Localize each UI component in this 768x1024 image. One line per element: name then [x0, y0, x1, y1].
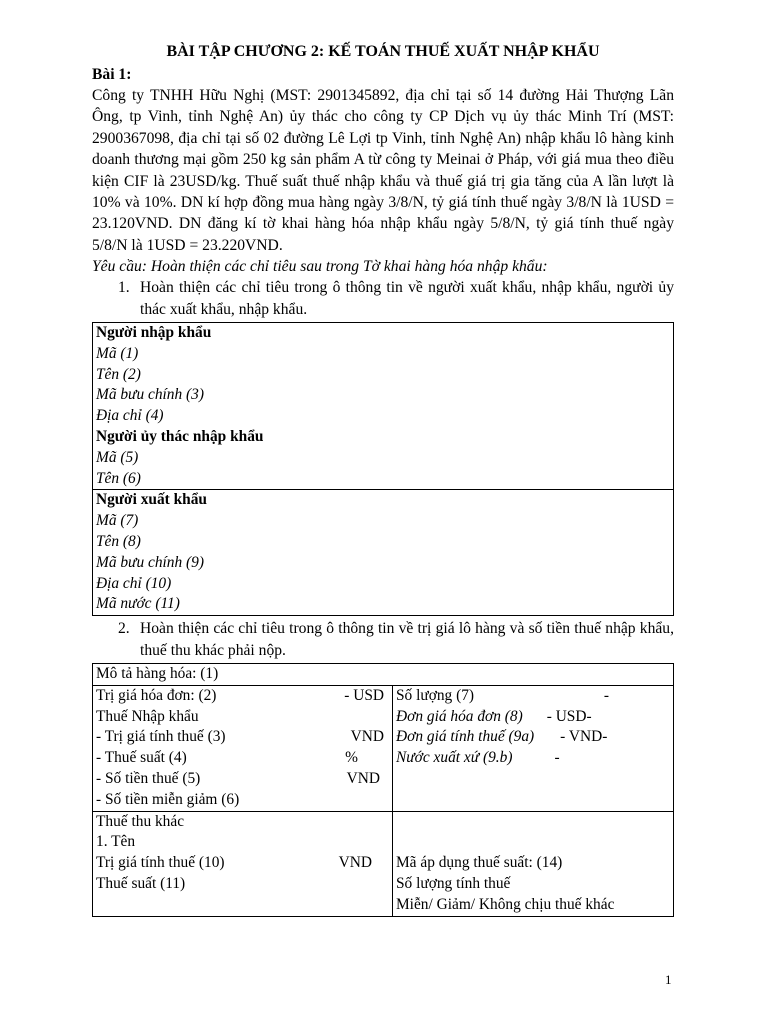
tax-table — [92, 663, 674, 917]
goods-description-field: Mô tả hàng hóa: (1) — [96, 665, 219, 683]
document-page — [92, 40, 674, 917]
exercise-label: Bài 1: — [92, 66, 132, 83]
exporter-section — [93, 490, 674, 616]
importer-code-field: Mã (1) — [96, 344, 139, 362]
task-number: 2. — [118, 620, 130, 638]
importer-section — [93, 323, 674, 490]
task-text: Hoàn thiện các chỉ tiêu trong ô thông tin về trị giá lô hàng và số tiền thuế nhập khẩu, thuế thu khác phải nộp. — [140, 620, 674, 659]
other-tax-heading: Thuế thu khác — [96, 812, 185, 830]
exporter-heading: Người xuất khẩu — [96, 491, 207, 509]
entrusting-name-field: Tên (6) — [96, 469, 141, 487]
task-number: 1. — [118, 279, 130, 297]
entrusting-importer-heading: Người ủy thác nhập khẩu — [96, 428, 264, 446]
tax-rate-field: - Thuế suất (4) % — [96, 749, 358, 767]
import-tax-heading: Thuế Nhập khẩu — [96, 707, 199, 725]
other-tax-name-field: 1. Tên — [96, 833, 136, 851]
taxable-value-field: - Trị giá tính thuế (3) VND — [96, 728, 384, 746]
task-item — [92, 277, 674, 320]
other-tax-row — [93, 811, 674, 916]
unit-invoice-price-field: Đơn giá hóa đơn (8) - USD- — [396, 707, 592, 725]
exercise-paragraph: Công ty TNHH Hữu Nghị (MST: 2901345892, địa chỉ tại số 14 đường Hải Thượng Lãn Ông, tp Vinh, tỉnh Nghệ An) ủy thác cho công ty CP Dịch vụ ủy thác Minh Trí (MST: 2900367098, địa chỉ tại số 02 đường Lê Lợi tp Vinh, tỉnh Nghệ An) nhập khẩu lô hàng kinh doanh thương mại gồm 250 kg sản phẩm A từ công ty Meinai ở Pháp, với giá mua theo điều kiện CIF là 23USD/kg. Thuế suất thuế nhập khẩu và thuế giá trị gia tăng của A lần lượt là 10% và 10%. DN kí hợp đồng mua hàng ngày 3/8/N, tỷ giá tính thuế ngày 3/8/N là 1USD = 23.120VND. DN đăng kí tờ khai hàng hóa nhập khẩu ngày 5/8/N, tỷ giá tính thuế ngày 5/8/N là 1USD = 23.220VND. — [92, 87, 674, 254]
importer-address-field: Địa chỉ (4) — [96, 407, 164, 425]
parties-table — [92, 322, 674, 616]
importer-name-field: Tên (2) — [96, 365, 141, 383]
other-tax-rate-field: Thuế suất (11) — [96, 875, 186, 892]
page-number: 1 — [665, 972, 672, 987]
exemption-field: - Số tiền miễn giảm (6) — [96, 790, 240, 808]
task-item — [92, 618, 674, 661]
goods-description-row — [93, 664, 674, 686]
exporter-postal-field: Mã bưu chính (9) — [96, 553, 204, 571]
taxable-quantity-field: Số lượng tính thuế — [396, 875, 511, 892]
tax-amount-field: - Số tiền thuế (5) VND — [96, 770, 380, 788]
task-text: Hoàn thiện các chỉ tiêu trong ô thông tin về người xuất khẩu, nhập khẩu, người ủy thác xuất khẩu, nhập khẩu. — [140, 279, 674, 318]
quantity-field: Số lượng (7) - — [396, 686, 609, 704]
document-title: BÀI TẬP CHƯƠNG 2: KẾ TOÁN THUẾ XUẤT NHẬP KHẨU — [166, 43, 600, 60]
exempt-status-field: Miễn/ Giảm/ Không chịu thuế khác — [396, 895, 615, 913]
value-tax-row — [93, 685, 674, 811]
importer-postal-field: Mã bưu chính (3) — [96, 386, 204, 404]
entrusting-code-field: Mã (5) — [96, 448, 139, 466]
exporter-name-field: Tên (8) — [96, 533, 141, 551]
exporter-country-field: Mã nước (11) — [96, 595, 180, 613]
other-taxable-value-field: Trị giá tính thuế (10) VND — [96, 854, 372, 872]
invoice-value-field: Trị giá hóa đơn: (2) - USD — [96, 686, 384, 704]
exporter-code-field: Mã (7) — [96, 512, 139, 530]
rate-code-field: Mã áp dụng thuế suất: (14) — [396, 854, 563, 872]
requirement-text: Yêu cầu: Hoàn thiện các chỉ tiêu sau trong Tờ khai hàng hóa nhập khẩu: — [92, 258, 548, 276]
exporter-address-field: Địa chỉ (10) — [96, 574, 172, 592]
origin-field: Nước xuất xứ (9.b) - — [396, 749, 560, 767]
unit-taxable-price-field: Đơn giá tính thuế (9a) - VND- — [396, 728, 608, 746]
importer-heading: Người nhập khẩu — [96, 324, 212, 342]
